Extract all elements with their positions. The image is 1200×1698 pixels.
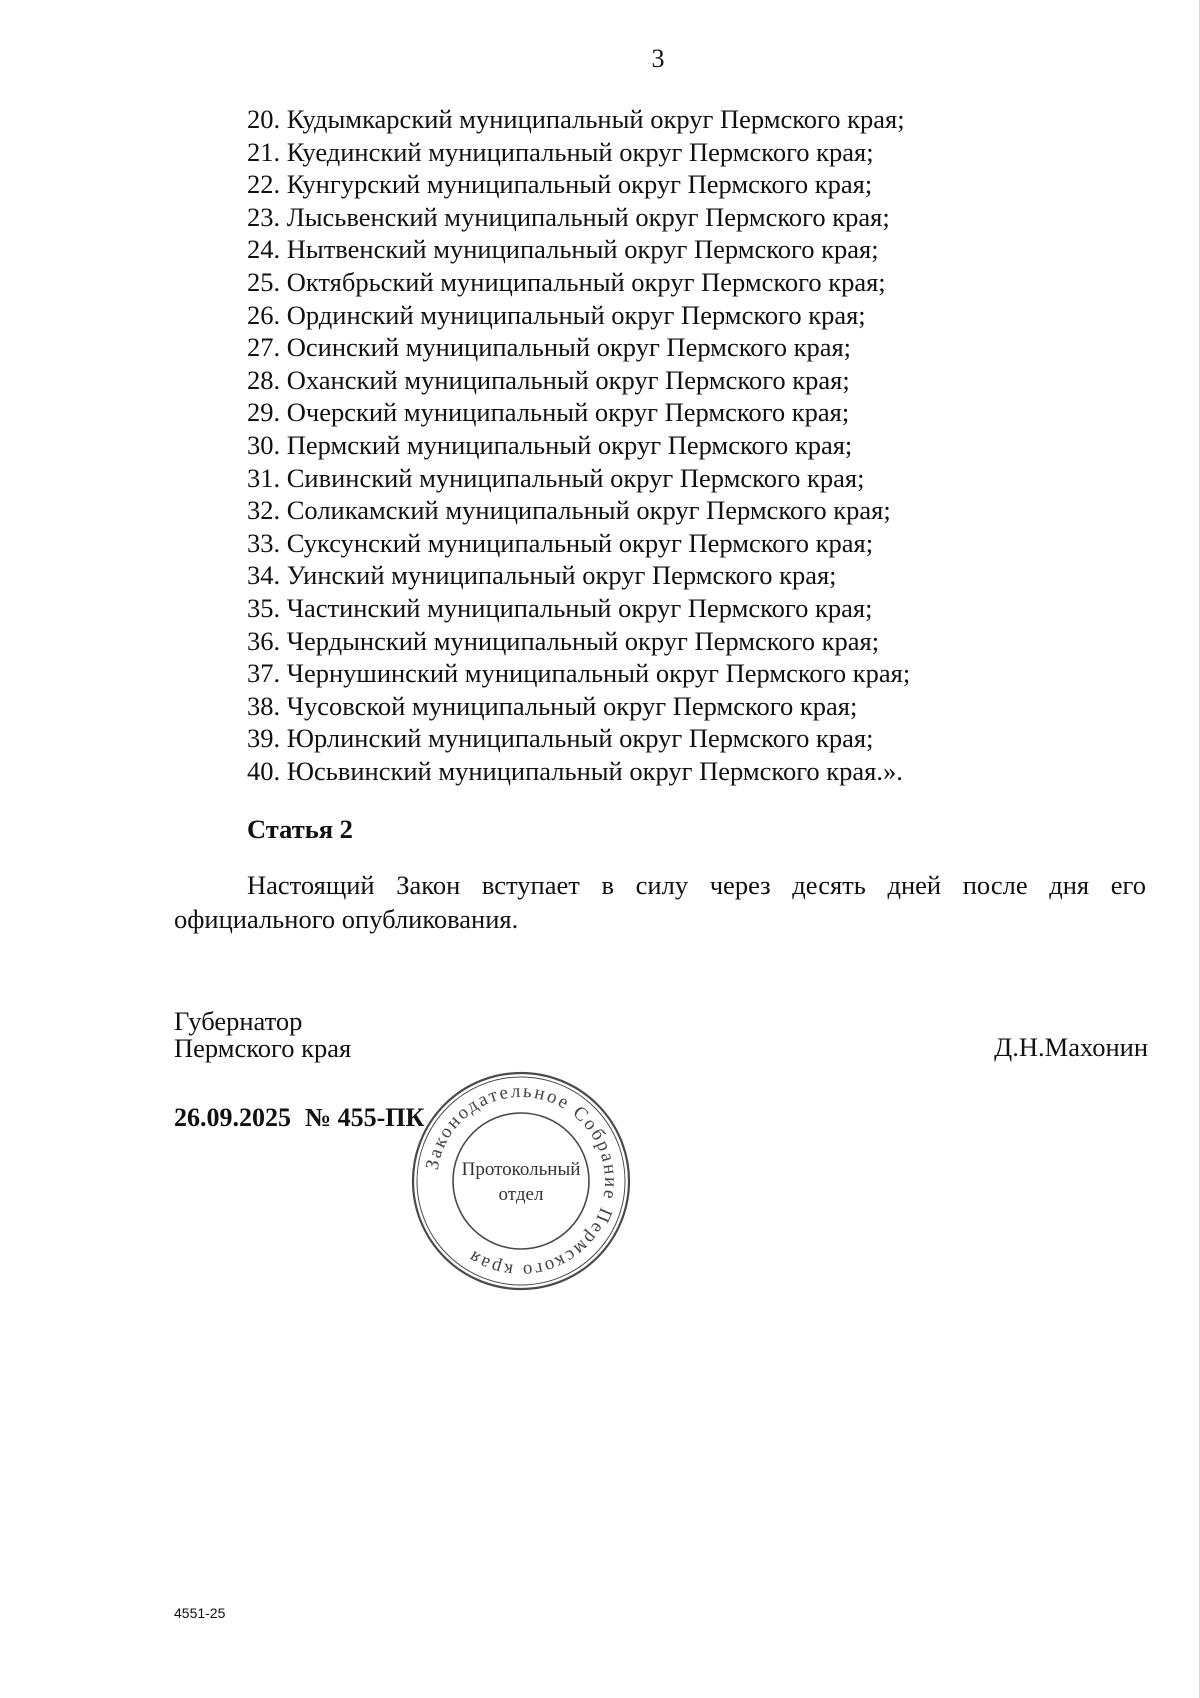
stamp-ring-text: [422, 1081, 621, 1281]
list-item: 32. Соликамский муниципальный округ Пермского края;: [247, 495, 891, 526]
list-item: 39. Юрлинский муниципальный округ Пермского края;: [247, 723, 874, 754]
list-item: 26. Ординский муниципальный округ Пермского края;: [247, 299, 866, 330]
list-item: 34. Уинский муниципальный округ Пермского края;: [247, 560, 837, 591]
signatory-name: Д.Н.Махонин: [994, 1032, 1148, 1062]
district-list: [247, 103, 910, 787]
stamp-ring-text-path: Законодательное Собрание Пермского края: [421, 1080, 622, 1282]
law-number: № 455-ПК: [305, 1103, 425, 1132]
list-item: 20. Кудымкарский муниципальный округ Пермского края;: [247, 104, 905, 134]
signatory-title: [174, 1008, 351, 1062]
list-item: 28. Оханский муниципальный округ Пермского края;: [247, 364, 850, 395]
list-item: 36. Чердынский муниципальный округ Пермского края;: [247, 625, 880, 656]
list-item: 23. Лысьвенский муниципальный округ Пермского края;: [247, 201, 890, 232]
list-item: 35. Частинский муниципальный округ Пермского края;: [247, 592, 873, 623]
list-item: 37. Чернушинский муниципальный округ Пермского края;: [247, 658, 911, 689]
list-item: 31. Сивинский муниципальный округ Пермского края;: [247, 462, 865, 493]
stamp-center-line1: Протокольный: [461, 1159, 581, 1180]
document-code: 4551-25: [174, 1605, 226, 1621]
law-reference: [174, 1103, 424, 1133]
official-stamp-seal: [408, 1068, 634, 1294]
law-date: 26.09.2025: [174, 1103, 291, 1132]
article-body: Настоящий Закон вступает в силу через десять дней после дня его официального опубликования.: [174, 870, 1146, 934]
page-number: 3: [651, 44, 665, 73]
list-item: 38. Чусовской муниципальный округ Пермского края;: [247, 690, 858, 721]
list-item: 25. Октябрьский муниципальный округ Пермского края;: [247, 266, 886, 297]
list-item: 33. Суксунский муниципальный округ Пермского края;: [247, 527, 874, 558]
signatory-title-line: Губернатор: [174, 1006, 303, 1036]
list-item: 24. Нытвенский муниципальный округ Пермского края;: [247, 234, 879, 265]
list-item: 22. Кунгурский муниципальный округ Пермского края;: [247, 169, 873, 200]
list-item: 30. Пермский муниципальный округ Пермского края;: [247, 429, 853, 460]
list-item: 27. Осинский муниципальный округ Пермского края;: [247, 332, 852, 363]
list-item: 21. Куединский муниципальный округ Пермского края;: [247, 136, 874, 167]
stamp-center-line2: отдел: [498, 1184, 544, 1205]
list-item: 29. Очерский муниципальный округ Пермского края;: [247, 397, 850, 428]
article-heading: Статья 2: [247, 814, 353, 844]
list-item: 40. Юсьвинский муниципальный округ Пермского края.».: [247, 755, 903, 786]
signatory-title-line: Пермского края: [174, 1033, 352, 1063]
